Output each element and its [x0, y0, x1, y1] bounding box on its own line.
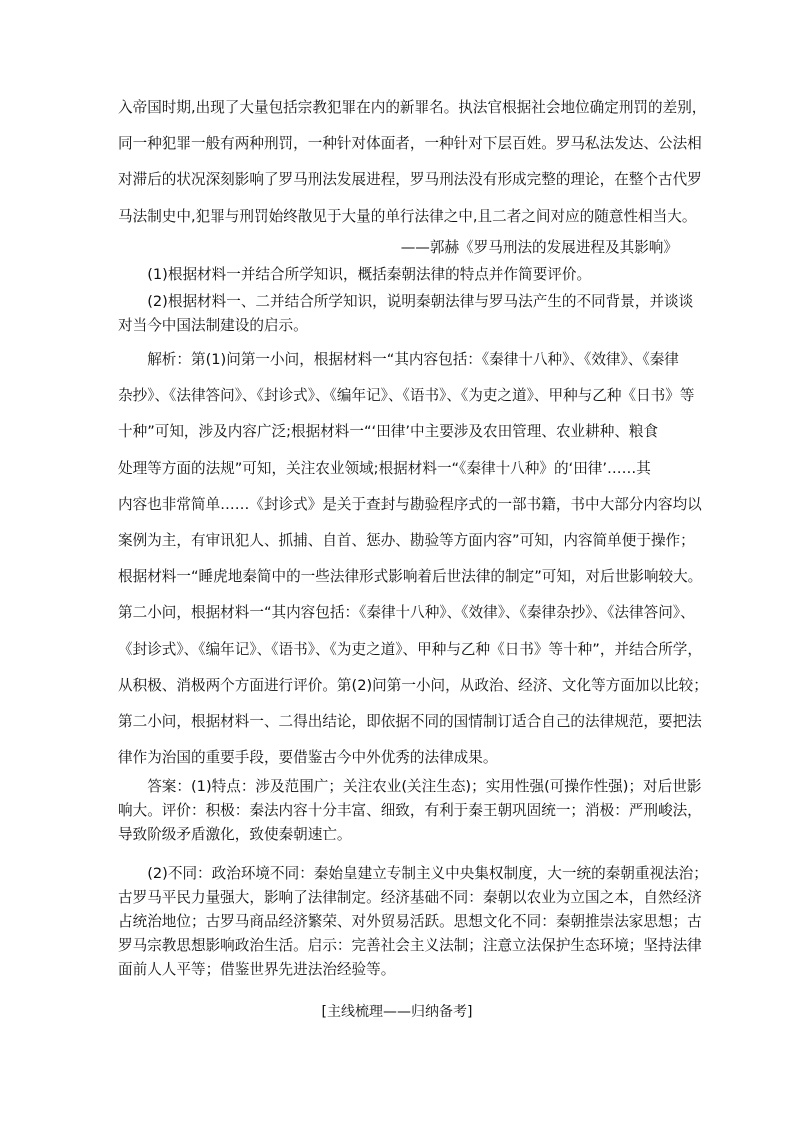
analysis-block — [118, 342, 708, 776]
answer-line: 答案：(1)特点：涉及范围广；关注农业(关注生态)；实用性强(可操作性强)；对后世影 — [118, 778, 702, 795]
answer-line: 导致阶级矛盾激化，致使秦朝速亡。 — [118, 826, 352, 843]
section-title: [主线梳理——归纳备考] — [321, 1004, 473, 1020]
text-line: 对滞后的状况深刻影响了罗马刑法发展进程，罗马刑法没有形成完整的理论，在整个古代罗 — [118, 171, 702, 189]
answer-line: 面前人人平等；借鉴世界先进法治经验等。 — [118, 961, 396, 978]
analysis-line: 第二小问，根据材料一、二得出结论，即依据不同的国情制订适合自己的法律规范，要把法 — [118, 712, 702, 730]
answer-part2 — [118, 862, 708, 982]
analysis-line: 十种”可知，涉及内容广泛;根据材料一“‘田律’中主要涉及农田管理、农业耕种、粮食 — [118, 423, 659, 441]
analysis-line: 解析：第(1)问第一小问，根据材料一“其内容包括：《秦律十八种》、《效律》、《秦律 — [118, 351, 679, 368]
question-line: (2)根据材料一、二并结合所学知识，说明秦朝法律与罗马法产生的不同背景，并谈谈 — [118, 293, 694, 310]
answer-line: 占统治地位；古罗马商品经济繁荣、对外贸易活跃。思想文化不同：秦朝推崇法家思想；古 — [118, 913, 702, 930]
analysis-line: 律作为治国的重要手段，要借鉴古今中外优秀的法律成果。 — [118, 749, 498, 767]
analysis-line: 杂抄》、《法律答问》、《封诊式》、《编年记》、《语书》、《为吏之道》、甲种与乙种《日书》等 — [118, 387, 695, 405]
questions-block — [118, 263, 694, 338]
source-citation: ——郭赫《罗马刑法的发展进程及其影响》 — [400, 239, 678, 256]
analysis-line: 处理等方面的法规”可知，关注农业领域;根据材料一“《秦律十八种》的‘田律’……其 — [118, 459, 651, 477]
material-passage — [118, 90, 707, 235]
text-line: 马法制史中,犯罪与刑罚始终散见于大量的单行法律之中,且二者之间对应的随意性相当大。 — [118, 207, 697, 225]
question-line: 对当今中国法制建设的启示。 — [118, 317, 308, 334]
text-line: 同一种犯罪一般有两种刑罚，一种针对体面者，一种针对下层百姓。罗马私法发达、公法相 — [118, 135, 702, 153]
analysis-line: 从积极、消极两个方面进行评价。第(2)问第一小问，从政治、经济、文化等方面加以比较； — [118, 676, 708, 694]
text-line: 入帝国时期,出现了大量包括宗教犯罪在内的新罪名。执法官根据社会地位确定刑罚的差别， — [118, 99, 707, 116]
answer-line: (2)不同：政治环境不同：秦始皇建立专制主义中央集权制度，大一统的秦朝重视法治； — [118, 865, 708, 882]
analysis-line: 《封诊式》、《编年记》、《语书》、《为吏之道》、甲种与乙种《日书》等十种”，并结合所学， — [118, 640, 702, 658]
question-line: (1)根据材料一并结合所学知识，概括秦朝法律的特点并作简要评价。 — [118, 266, 592, 283]
answer-part1 — [118, 775, 702, 847]
analysis-line: 第二小问，根据材料一“其内容包括：《秦律十八种》、《效律》、《秦律杂抄》、《法律答问》、 — [118, 604, 695, 622]
analysis-line: 内容也非常简单……《封诊式》是关于查封与勘验程序式的一部书籍，书中大部分内容均以 — [118, 495, 702, 513]
analysis-line: 案例为主，有审讯犯人、抓捕、自首、惩办、勘验等方面内容”可知，内容简单便于操作； — [118, 531, 695, 549]
answer-line: 罗马宗教思想影响政治生活。启示：完善社会主义法制；注意立法保护生态环境；坚持法律 — [118, 937, 702, 954]
answer-line: 响大。评价：积极：秦法内容十分丰富、细致，有利于秦王朝巩固统一；消极：严刑峻法， — [118, 802, 702, 819]
answer-line: 古罗马平民力量强大，影响了法律制定。经济基础不同：秦朝以农业为立国之本，自然经济 — [118, 889, 702, 906]
analysis-line: 根据材料一“睡虎地秦简中的一些法律形式影响着后世法律的制定”可知，对后世影响较大。 — [118, 568, 703, 586]
